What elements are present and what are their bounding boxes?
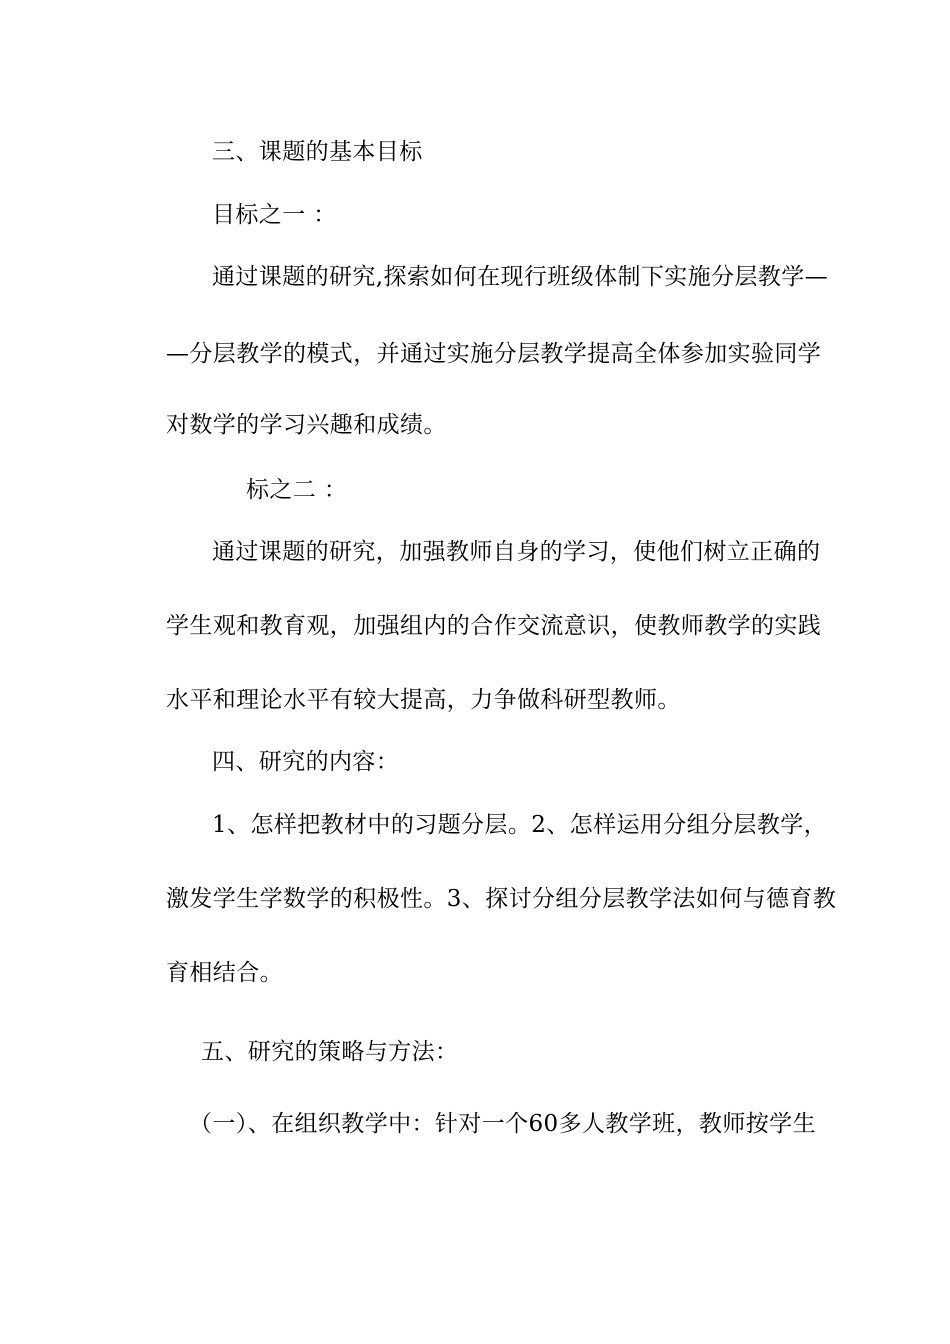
paragraph-line: 通过课题的研究，加强教师自身的学习，使他们树立正确的	[212, 539, 821, 565]
section-heading-strategy: 五、研究的策略与方法：	[201, 1039, 459, 1065]
paragraph-line: 1、怎样把教材中的习题分层。2、怎样运用分组分层教学，	[212, 812, 828, 838]
paragraph-line: 育相结合。	[166, 960, 283, 986]
goal-one-label: 目标之一 ：	[212, 202, 337, 228]
paragraph-line: 激发学生学数学的积极性。3、探讨分组分层教学法如何与德育教	[166, 886, 837, 912]
goal-two-label: 标之二 ：	[246, 477, 348, 503]
paragraph-line: 对数学的学习兴趣和成绩。	[166, 412, 447, 438]
paragraph-line: —分层教学的模式，并通过实施分层教学提高全体参加实验同学	[166, 341, 822, 367]
paragraph-line: （一）、在组织教学中：针对一个60多人教学班，教师按学生	[189, 1111, 816, 1137]
section-heading-goals: 三、课题的基本目标	[212, 139, 423, 165]
section-heading-content: 四、研究的内容：	[212, 749, 400, 775]
paragraph-line: 通过课题的研究,探索如何在现行班级体制下实施分层教学—	[212, 264, 829, 290]
paragraph-line: 水平和理论水平有较大提高，力争做科研型教师。	[166, 687, 681, 713]
paragraph-line: 学生观和教育观，加强组内的合作交流意识，使教师教学的实践	[166, 613, 822, 639]
